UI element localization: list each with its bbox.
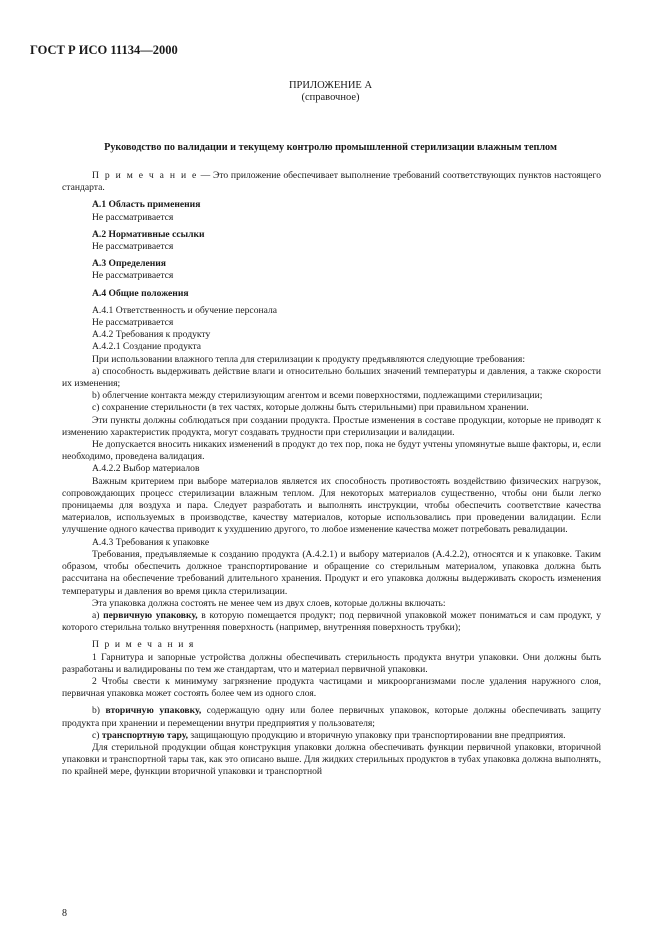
list-item: а) способность выдерживать действие влаги и относительно больших значений температуры и давления, а также скорости их изменения; bbox=[62, 365, 601, 390]
section-a3-heading: А.3 Определения bbox=[92, 258, 166, 270]
section-a2-heading: А.2 Нормативные ссылки bbox=[92, 228, 205, 240]
section-a4-heading: А.4 Общие положения bbox=[92, 287, 189, 299]
list-marker: b) bbox=[92, 705, 106, 717]
appendix-note: (справочное) bbox=[301, 92, 360, 103]
section-a421-heading: А.4.2.1 Создание продукта bbox=[92, 341, 202, 353]
section-a41-text: Не рассматривается bbox=[92, 317, 174, 329]
section-a41-heading: А.4.1 Ответственность и обучение персонала bbox=[92, 304, 278, 316]
section-a42-heading: А.4.2 Требования к продукту bbox=[92, 329, 211, 341]
section-a1-text: Не рассматривается bbox=[92, 211, 174, 223]
list-item: с) сохранение стерильности (в тех частях, которые должны быть стерильными) при правильном хранении. bbox=[92, 402, 529, 414]
list-item bbox=[62, 705, 601, 729]
appendix-heading bbox=[0, 80, 661, 104]
paragraph: Эта упаковка должна состоять не менее чем из двух слоев, которые должны включать: bbox=[92, 597, 446, 609]
list-item: b) облегчение контакта между стерилизующим агентом и всеми поверхностями, подлежащими стерилизации; bbox=[92, 390, 543, 402]
note-item: 1 Гарнитура и запорные устройства должны обеспечивать стерильность продукта внутри упаковки. Они должны быть разработаны и валидированы по тем же стандартам, что и материал первичной упаковки. bbox=[62, 651, 601, 675]
paragraph: Не допускается вносить никаких изменений в продукт до тех пор, пока не будут учтены упомянутые выше факторы, и, если необходимо, проведена валидация. bbox=[62, 439, 601, 463]
list-text: в которую помещается продукт; под первичной упаковкой может пониматься и сам продукт, у которого стерильна только внутренняя поверхность (например, внутренняя поверхность трубки); bbox=[62, 609, 602, 634]
appendix-label: ПРИЛОЖЕНИЕ А bbox=[288, 80, 373, 91]
list-text: содержащую одну или более первичных упаковок, которые должны обеспечивать защиту продукта при хранении и перемещении внутри предприятия у пользователя; bbox=[62, 705, 601, 729]
list-item bbox=[62, 610, 601, 634]
paragraph: Требования, предъявляемые к созданию продукта (А.4.2.1) и выбору материалов (А.4.2.2), относятся и к упаковке. Таким образом, чтобы обеспечить должное транспортирование и обращение со стерильным материалом, упаковка должна быть рассчитана на обеспечение требований длительного хранения. Продукт и его упаковка должны выдерживать скорость изменения температуры и давления во время цикла стерилизации. bbox=[62, 548, 601, 597]
paragraph: Для стерильной продукции общая конструкция упаковки должна обеспечивать функции первичной упаковки, вторичной упаковки и транспортной тары так, как это описано выше. Для жидких стерильных продуктов в тубах упаковка должна выполнять, по крайней мере, функции вторичной упаковки и транспортной bbox=[62, 741, 601, 778]
term-secondary-packaging: вторичную упаковку, bbox=[105, 705, 202, 717]
note-item: 2 Чтобы свести к минимуму загрязнение продукта частицами и микроорганизмами после удаления наружного слоя, первичная упаковка может состоять более чем из одного слоя. bbox=[62, 675, 601, 700]
paragraph: Эти пункты должны соблюдаться при создании продукта. Простые изменения в составе продукции, которые не приводят к изменению характеристик продукта, могут создавать трудности при стерилизации и валидации. bbox=[62, 414, 601, 438]
notes-label: П р и м е ч а н и я bbox=[92, 639, 195, 651]
term-transport-container: транспортную тару, bbox=[101, 729, 188, 741]
list-item bbox=[62, 730, 601, 742]
section-a422-heading: А.4.2.2 Выбор материалов bbox=[92, 463, 200, 475]
page-title: Руководство по валидации и текущему контролю промышленной стерилизации влажным теплом bbox=[104, 142, 557, 153]
note-paragraph bbox=[62, 170, 601, 194]
page-number: 8 bbox=[62, 908, 67, 919]
note-text: — Это приложение обеспечивает выполнение требований соответствующих пунктов настоящего стандарта. bbox=[62, 170, 601, 194]
document-header: ГОСТ Р ИСО 11134—2000 bbox=[30, 43, 178, 57]
paragraph: Важным критерием при выборе материалов является их способность противостоять воздействию физических нагрузок, сопровождающих процесс стерилизации влажным теплом. Для некоторых материалов существенно, чтобы они были легко проницаемы для воздуха и пара. Следует разработать и выполнять инструкции, чтобы обеспечить соответствие качества материалов, используемых в производстве, качеству материалов, которые использовались при проведении валидации. Если улучшение одного качества приводит к ухудшению другого, то любое изменение качества может потребовать ревалидации. bbox=[62, 475, 601, 536]
note-label: П р и м е ч а н и е bbox=[92, 170, 198, 181]
section-a1-heading: А.1 Область применения bbox=[92, 199, 201, 211]
list-text: защищающую продукцию и вторичную упаковку при транспортировании вне предприятия. bbox=[187, 729, 566, 741]
list-marker: а) bbox=[92, 609, 104, 621]
section-a43-heading: А.4.3 Требования к упаковке bbox=[92, 536, 210, 548]
list-marker: c) bbox=[92, 729, 102, 741]
document-body bbox=[62, 170, 601, 779]
section-a2-text: Не рассматривается bbox=[92, 241, 174, 253]
section-a3-text: Не рассматривается bbox=[92, 270, 174, 282]
term-primary-packaging: первичную упаковку, bbox=[103, 609, 198, 621]
paragraph: При использовании влажного тепла для стерилизации к продукту предъявляются следующие требования: bbox=[92, 353, 526, 365]
